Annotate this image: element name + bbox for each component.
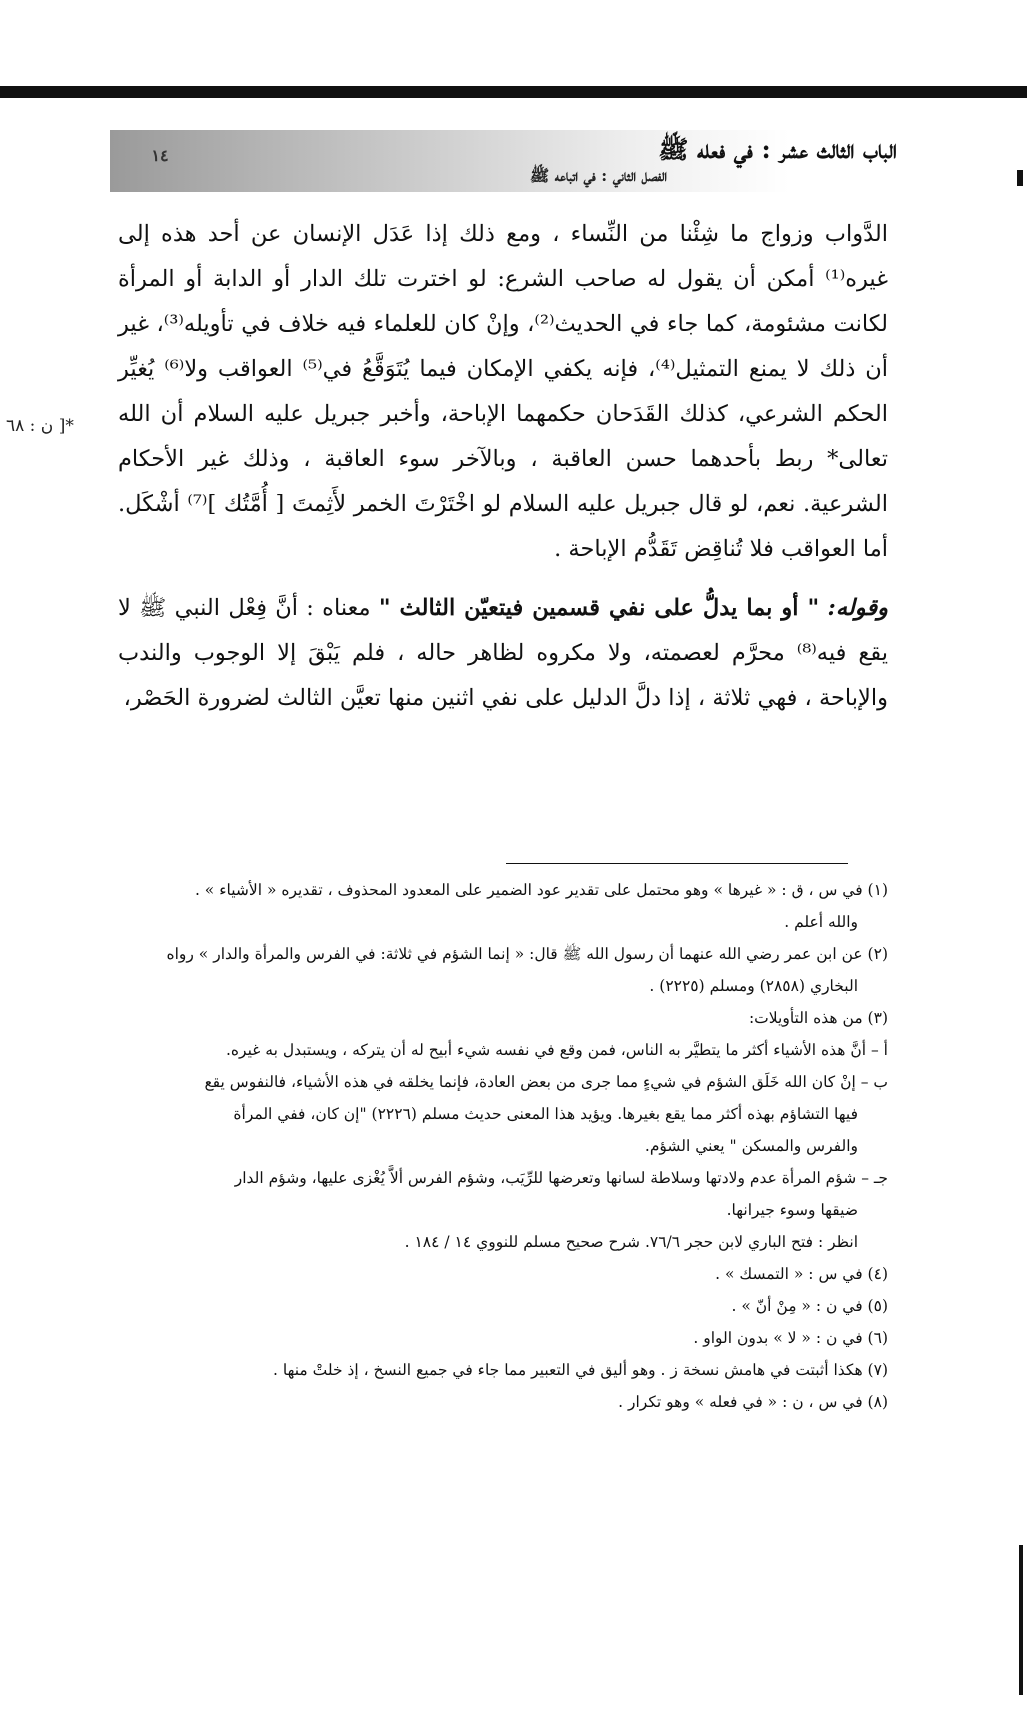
footnote-line: البخاري (٢٨٥٨) ومسلم (٢٢٢٥) .: [649, 977, 858, 995]
footnote-line: جـ – شؤم المرأة عدم ولادتها وسلاطة لسانها وتعرضها للرِّيَب، وشؤم الفرس ألاَّ يُغْزى عليها، وشؤم الدار: [234, 1169, 888, 1187]
section-title: الفصل الثاني : في اتباعه ﷺ: [529, 166, 667, 185]
footnote-line: (٣) من هذه التأويلات:: [748, 1009, 888, 1027]
footnote-line: (٨) في س ، ن : « في فعله » وهو تكرار .: [618, 1393, 888, 1411]
footnote-line: والله أعلم .: [784, 913, 858, 931]
footnote-line: (٤) في س : « التمسك » .: [715, 1265, 888, 1283]
scan-edge-mark-bottom: [1019, 1545, 1023, 1695]
paragraph-2-quote: " أو بما يدلُّ على نفي قسمين فيتعيّن الثالث ": [378, 595, 820, 621]
scan-edge-mark-top: [1017, 170, 1023, 186]
margin-note: *[ ن : ٦٨: [6, 416, 74, 436]
paragraph-2-lead: وقوله:: [827, 595, 888, 621]
footnote-source: انظر : فتح الباري لابن حجر ٧٦/٦. شرح صحيح مسلم للنووي ١٤ / ١٨٤ .: [404, 1233, 858, 1251]
chapter-title: الباب الثالث عشر : في فعله ﷺ: [658, 135, 897, 164]
footnote-line: أ – أنَّ هذه الأشياء أكثر ما يتطيَّر به الناس، فمن وقع في نفسه شيء أبيح له أن يتركه ، ويستبدل به غيره.: [225, 1041, 888, 1059]
paragraph-2: [118, 586, 888, 721]
top-rule: [0, 86, 1027, 98]
footnote-line: ضيقها وسوء جيرانها.: [726, 1201, 858, 1219]
footnote-line: (٧) هكذا أثبتت في هامش نسخة ز . وهو أليق في التعبير مما جاء في جميع النسخ ، إذ خلتْ منها .: [273, 1361, 888, 1379]
footnote-line: (١) في س ، ق : « غيرها » وهو محتمل على تقدير عود الضمير على المعدود المحذوف ، تقديره « الأشياء » .: [194, 881, 888, 899]
footnote-separator: [506, 863, 848, 864]
footnote-line: والفرس والمسكن " يعني الشؤم.: [644, 1137, 858, 1155]
paragraph-1: الدَّواب وزواج ما شِئْنا من النِّساء ، ومع ذلك إذا عَدَل الإنسان عن أحد هذه إلى غيره⁽¹⁾ أمكن أن يقول له صاحب الشرع: لو اخترت تلك الدار أو الدابة أو المرأة لكانت مشئومة، كما جاء في الحديث⁽²⁾، وإنْ كان للعلماء فيه خلاف في تأويله⁽³⁾، غير أن ذلك لا يمنع التمثيل⁽⁴⁾، فإنه يكفي الإمكان فيما يُتَوَقَّعُ في⁽⁵⁾ العواقب ولا⁽⁶⁾ يُغيِّر الحكم الشرعي، كذلك القَدَحان حكمهما الإباحة، وأخبر جبريل عليه السلام أن الله تعالى* ربط بأحدهما حسن العاقبة ، وبالآخر سوء العاقبة ، وذلك غير الأحكام الشرعية. نعم، لو قال جبريل عليه السلام لو اخْتَرْتَ الخمر لأَثِمتَ [ أُمَّتُك ]⁽⁷⁾ أشْكَل. أما العواقب فلا تُناقِض تَقَدُّم الإباحة .: [118, 221, 889, 562]
footnote-line: فيها التشاؤم بهذه أكثر مما يقع بغيرها. ويؤيد هذا المعنى حديث مسلم (٢٢٢٦) "إن كان، ففي المرأة: [233, 1105, 858, 1123]
footnotes: [118, 874, 888, 1418]
paragraph-2-rest: معناه : أنَّ فِعْل النبي ﷺ لا يقع فيه⁽⁸⁾ محرَّم لعصمته، ولا مكروه لظاهر حاله ، فلم يَبْقَ إلا الوجوب والندب والإباحة ، فهي ثلاثة ، إذا دلَّ الدليل على نفي اثنين منها تعيَّن الثالث لضرورة الحَصْر،: [118, 595, 888, 711]
footnote-line: (٥) في ن : « مِنْ أنّ » .: [731, 1297, 888, 1315]
footnote-line: (٦) في ن : « لا » بدون الواو .: [693, 1329, 888, 1347]
page-number: ١٤: [151, 146, 169, 165]
main-text: [118, 212, 888, 721]
footnote-line: (٢) عن ابن عمر رضي الله عنهما أن رسول الله ﷺ قال: « إنما الشؤم في ثلاثة: في الفرس والمرأة والدار » رواه: [166, 945, 888, 963]
footnote-line: ب – إنْ كان الله خَلَق الشؤم في شيءٍ مما جرى من بعض العادة، فإنما يخلقه في هذه الأشياء، فالنفوس يقع: [204, 1073, 888, 1091]
